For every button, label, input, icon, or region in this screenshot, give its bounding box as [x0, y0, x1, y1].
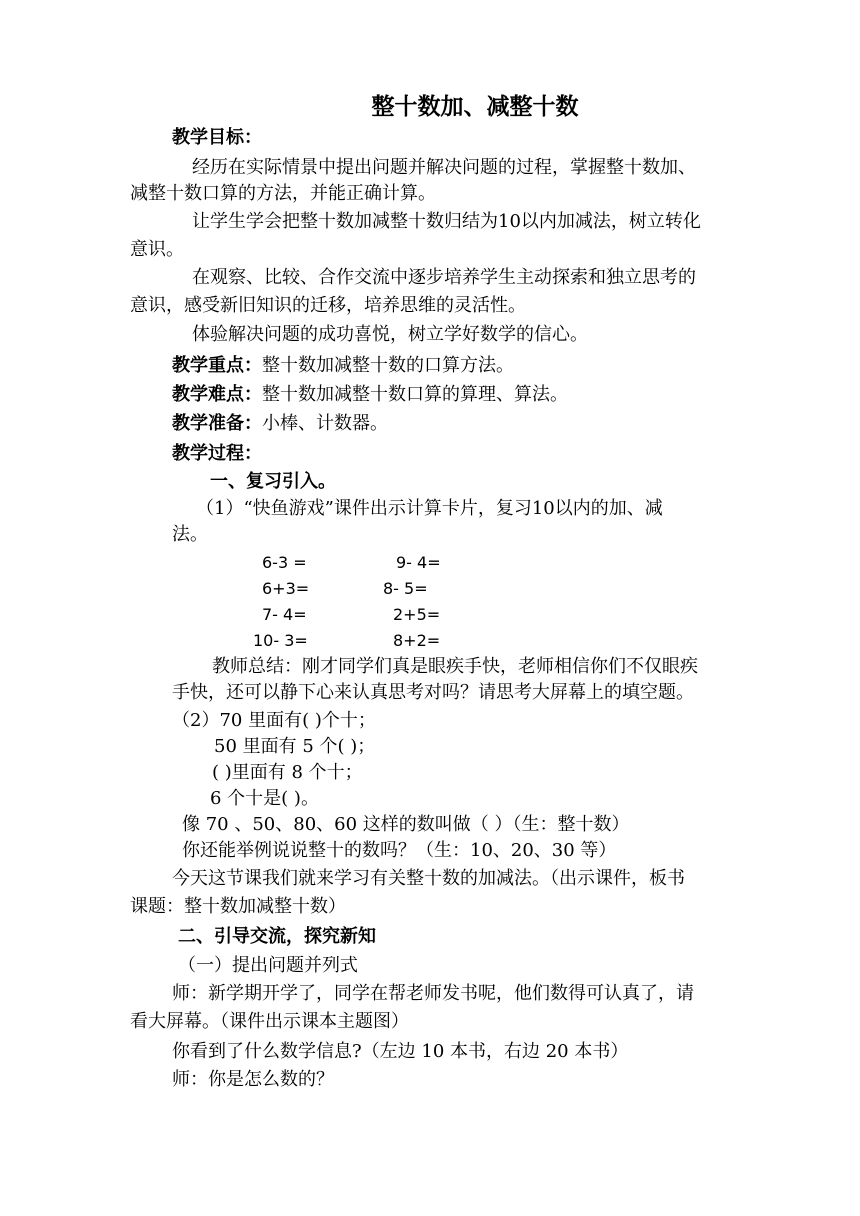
goal-1-line-1: 经历在实际情景中提出问题并解决问题的过程，掌握整十数加、 — [192, 157, 696, 178]
today-line-2: 课题：整十数加减整十数） — [130, 896, 346, 917]
today-line-1: 今天这节课我们就来学习有关整十数的加减法。（出示课件，板书 — [172, 868, 685, 889]
teacher-summary-line-2: 手快，还可以静下心来认真思考对吗？请思考大屏幕上的填空题。 — [172, 682, 694, 703]
fill-blank-4: 6 个十是( )。 — [210, 788, 319, 809]
calc-3-left: 7- 4= — [262, 605, 307, 624]
count-question: 师：你是怎么数的？ — [172, 1069, 334, 1090]
goal-heading: 教学目标： — [172, 127, 262, 148]
goal-4: 体验解决问题的成功喜悦，树立学好数学的信心。 — [192, 324, 588, 345]
goal-2-line-2: 意识。 — [130, 239, 184, 260]
calc-1-right: 9- 4= — [396, 553, 441, 572]
fill-blank-2: 50 里面有 5 个( )； — [214, 736, 376, 757]
difficult-point-label: 教学难点： — [172, 384, 262, 405]
calc-3-right: 2+5= — [393, 605, 441, 624]
goal-3-line-1: 在观察、比较、合作交流中逐步培养学生主动探索和独立思考的 — [192, 267, 696, 288]
calc-1-left: 6-3 = — [262, 553, 307, 572]
key-point — [172, 354, 514, 378]
fill-blank-6: 你还能举例说说整十的数吗？（生：10、20、30 等） — [182, 840, 617, 861]
goal-2-line-1: 让学生学会把整十数加减整十数归结为10以内加减法，树立转化 — [192, 211, 701, 232]
key-point-text: 整十数加减整十数的口算方法。 — [262, 355, 514, 376]
difficult-point-text: 整十数加减整十数口算的算理、算法。 — [262, 384, 568, 405]
preparation-label: 教学准备： — [172, 413, 262, 434]
calc-4-right: 8+2= — [393, 631, 441, 650]
preparation — [172, 412, 388, 436]
fill-blank-3: ( )里面有 8 个十； — [212, 762, 363, 783]
teacher-summary-line-1: 教师总结：刚才同学们真是眼疾手快，老师相信你们不仅眼疾 — [212, 656, 698, 677]
teacher-line-1: 师：新学期开学了，同学在帮老师发书呢，他们数得可认真了，请 — [172, 983, 694, 1004]
difficult-point — [172, 383, 568, 407]
calc-4-left: 10- 3= — [253, 631, 308, 650]
calc-2-right: 8- 5= — [383, 579, 428, 598]
calc-2-left: 6+3= — [262, 579, 310, 598]
subsection-1-heading: （一）提出问题并列式 — [178, 955, 358, 976]
goal-3-line-2: 意识，感受新旧知识的迁移，培养思维的灵活性。 — [130, 295, 526, 316]
section-2-heading: 二、引导交流，探究新知 — [178, 926, 376, 947]
page-title: 整十数加、减整十数 — [371, 94, 579, 120]
review-line-2: 法。 — [172, 524, 208, 545]
preparation-text: 小棒、计数器。 — [262, 413, 388, 434]
teacher-line-2: 看大屏幕。（课件出示课本主题图） — [130, 1011, 409, 1032]
review-line-1: （1）“快鱼游戏”课件出示计算卡片，复习10以内的加、减 — [196, 498, 663, 519]
goal-1-line-2: 减整十数口算的方法，并能正确计算。 — [130, 183, 436, 204]
key-point-label: 教学重点： — [172, 355, 262, 376]
info-question: 你看到了什么数学信息?（左边 10 本书，右边 20 本书） — [172, 1041, 629, 1062]
fill-blank-5: 像 70 、50、80、60 这样的数叫做（ ）（生：整十数） — [182, 814, 630, 835]
section-1-heading: 一、复习引入。 — [210, 471, 336, 492]
process-heading: 教学过程： — [172, 443, 262, 464]
fill-blank-1: （2）70 里面有( )个十； — [172, 710, 376, 731]
